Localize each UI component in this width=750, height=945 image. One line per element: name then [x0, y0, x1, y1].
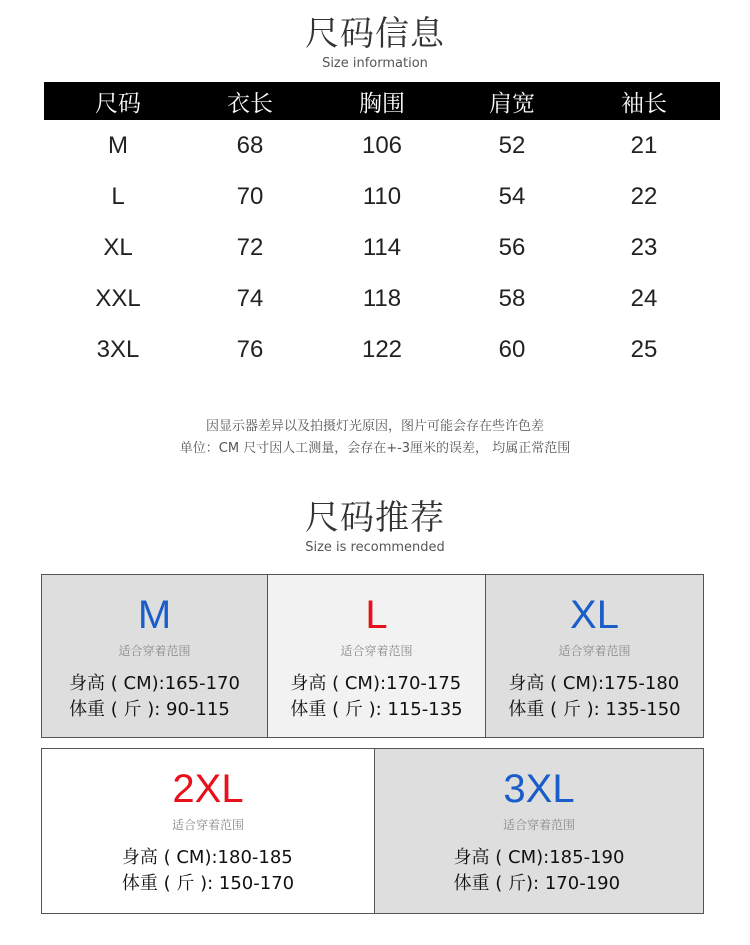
table-row [44, 222, 720, 273]
table-cell: M [108, 131, 128, 159]
height-range: 身高 ( CM):180-185 [121, 847, 293, 868]
note-color-difference: 因显示器差异以及拍摄灯光原因，图片可能会存在些许色差 [205, 419, 544, 434]
recommend-box-xl [485, 575, 703, 737]
fit-range-label: 适合穿着范围 [502, 818, 575, 832]
table-row [44, 324, 720, 375]
recommend-box-l [267, 575, 485, 737]
table-row [44, 120, 720, 171]
table-cell: 74 [236, 284, 264, 312]
recommend-subtitle: Size is recommended [305, 540, 445, 555]
recommend-size: L [365, 593, 388, 637]
height-range: 身高 ( CM):165-170 [69, 673, 240, 694]
weight-range: 体重 ( 斤 ): 115-135 [290, 699, 463, 720]
recommend-size: 3XL [503, 767, 575, 811]
size-info-subtitle: Size information [322, 56, 428, 71]
table-cell: 52 [498, 131, 526, 159]
recommend-info [122, 845, 294, 897]
table-row [44, 273, 720, 324]
height-range: 身高 ( CM):175-180 [508, 673, 680, 694]
recommend-title: 尺码推荐 [305, 498, 445, 538]
header-cell: 衣长 [227, 90, 273, 117]
recommend-row-2 [41, 748, 704, 914]
recommend-size: XL [570, 593, 619, 637]
height-range: 身高 ( CM):185-190 [453, 847, 625, 868]
recommend-box-3xl [374, 749, 703, 913]
recommend-info [69, 671, 240, 723]
recommend-info [290, 671, 462, 723]
table-row [44, 171, 720, 222]
table-cell: XL [103, 233, 133, 261]
table-cell: 118 [362, 284, 402, 312]
recommend-size: 2XL [172, 767, 244, 811]
weight-range: 体重 ( 斤 ): 135-150 [508, 699, 681, 720]
size-table [44, 82, 720, 375]
measurement-notes [0, 416, 750, 460]
fit-range-label: 适合穿着范围 [340, 644, 413, 658]
table-cell: 54 [498, 182, 526, 210]
table-cell: 3XL [96, 335, 140, 363]
recommend-title-block [0, 498, 750, 556]
height-range: 身高 ( CM):170-175 [290, 673, 462, 694]
table-cell: 58 [498, 284, 526, 312]
recommend-info [508, 671, 680, 723]
table-cell: 25 [630, 335, 658, 363]
table-cell: 60 [498, 335, 526, 363]
table-cell: 21 [630, 131, 658, 159]
size-info-title-block [0, 14, 750, 72]
note-unit-tolerance: 单位：CM 尺寸因人工测量，会存在+-3厘米的误差， 均属正常范围 [179, 441, 571, 456]
size-table-header [44, 82, 720, 120]
table-cell: 114 [362, 233, 402, 261]
fit-range-label: 适合穿着范围 [118, 644, 191, 658]
weight-range: 体重 ( 斤 ): 90-115 [69, 699, 230, 720]
table-cell: 56 [498, 233, 526, 261]
fit-range-label: 适合穿着范围 [171, 818, 244, 832]
fit-range-label: 适合穿着范围 [558, 644, 631, 658]
table-cell: 23 [630, 233, 658, 261]
table-cell: L [111, 182, 125, 210]
header-cell: 胸围 [359, 90, 405, 117]
recommend-row-1 [41, 574, 704, 738]
table-cell: 76 [236, 335, 264, 363]
table-cell: 70 [236, 182, 264, 210]
table-cell: 122 [361, 335, 403, 363]
weight-range: 体重 ( 斤): 170-190 [453, 873, 621, 894]
table-cell: 24 [630, 284, 658, 312]
recommend-info [454, 845, 625, 897]
recommend-box-m [42, 575, 267, 737]
table-cell: 110 [362, 182, 402, 210]
header-cell: 尺码 [95, 90, 141, 117]
table-cell: 68 [236, 131, 264, 159]
table-cell: 72 [236, 233, 264, 261]
weight-range: 体重 ( 斤 ): 150-170 [121, 873, 295, 894]
table-cell: 106 [361, 131, 403, 159]
recommend-size: M [137, 593, 172, 637]
header-cell: 袖长 [621, 90, 667, 117]
recommend-box-2xl [42, 749, 374, 913]
header-cell: 肩宽 [489, 90, 535, 117]
size-info-title: 尺码信息 [305, 14, 445, 54]
table-cell: 22 [630, 182, 658, 210]
table-cell: XXL [95, 284, 141, 312]
